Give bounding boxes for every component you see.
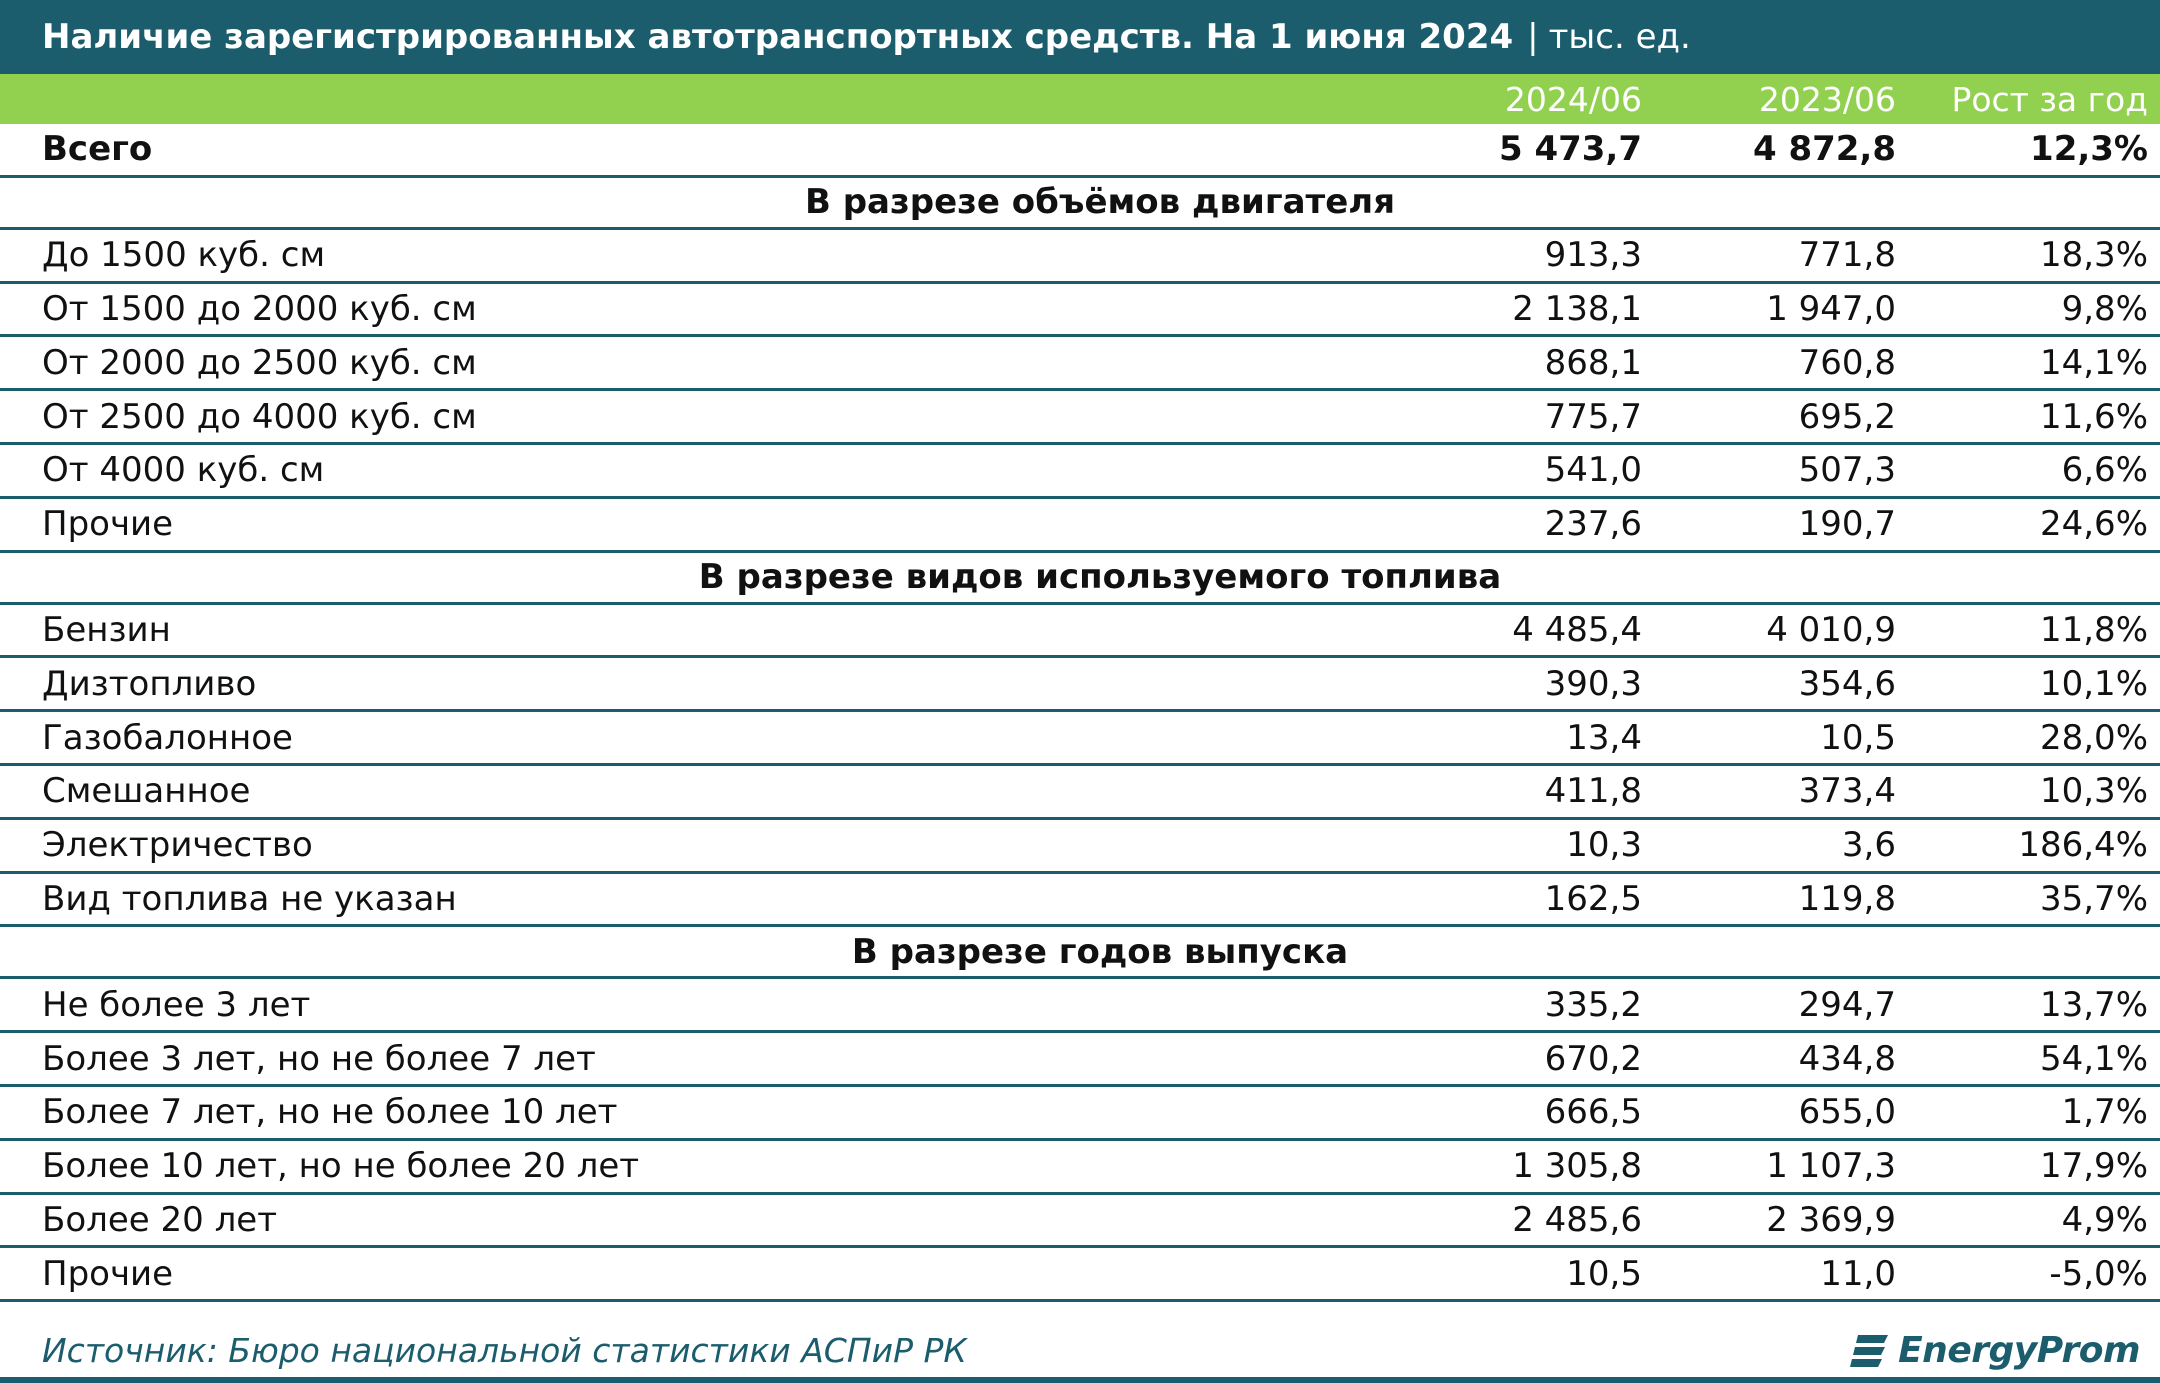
table-row [0,1248,2160,1302]
row-value-2024: 868,1 [1544,342,1642,383]
row-label: Всего [42,129,153,170]
row-growth: 10,3% [2039,771,2148,812]
table-row [0,230,2160,284]
row-value-2024: 335,2 [1544,984,1642,1025]
table-row [0,391,2160,445]
row-label: Прочие [42,1253,174,1294]
section-title: В разрезе объёмов двигателя [804,182,1396,223]
row-value-2024: 2 485,6 [1512,1199,1642,1240]
row-growth: -5,0% [2049,1253,2148,1294]
row-value-2024: 1 305,8 [1512,1146,1642,1187]
row-label: Более 10 лет, но не более 20 лет [42,1146,640,1187]
row-value-2023: 294,7 [1798,984,1896,1025]
row-growth: 4,9% [2061,1199,2148,1240]
column-header-growth: Рост за год [1951,79,2148,119]
row-value-2023: 190,7 [1798,504,1896,545]
title-unit: тыс. ед. [1548,17,1691,57]
row-value-2023: 695,2 [1798,396,1896,437]
row-label: Смешанное [42,771,251,812]
row-growth: 12,3% [2030,129,2148,170]
row-value-2023: 119,8 [1798,878,1896,919]
row-label: От 4000 куб. см [42,450,325,491]
row-value-2024: 237,6 [1544,504,1642,545]
table-row [0,445,2160,499]
title-separator: | [1527,17,1539,57]
row-value-2023: 10,5 [1820,717,1896,758]
table-row [0,658,2160,712]
table-row [0,979,2160,1033]
bottom-strip [0,1377,2160,1383]
row-value-2023: 507,3 [1798,450,1896,491]
table-row [0,1141,2160,1195]
section-header [0,553,2160,605]
section-header [0,927,2160,979]
table-title: Наличие зарегистрированных автотранспортных средств. На 1 июня 2024 [42,17,1514,57]
row-value-2024: 10,5 [1566,1253,1642,1294]
row-value-2023: 354,6 [1798,663,1896,704]
table-body [0,124,2160,1302]
row-value-2023: 4 010,9 [1766,609,1896,650]
row-value-2024: 666,5 [1544,1092,1642,1133]
row-growth: 10,1% [2039,663,2148,704]
row-value-2023: 1 947,0 [1766,288,1896,329]
table-row [0,820,2160,874]
row-growth: 9,8% [2061,288,2148,329]
row-label: Бензин [42,609,171,650]
column-header-2023: 2023/06 [1758,79,1896,119]
row-value-2024: 390,3 [1544,663,1642,704]
table-row [0,1195,2160,1249]
row-value-2023: 11,0 [1820,1253,1896,1294]
table-row [0,766,2160,820]
section-title: В разрезе годов выпуска [851,931,1349,972]
row-growth: 186,4% [2018,825,2148,866]
row-growth: 1,7% [2061,1092,2148,1133]
row-value-2024: 670,2 [1544,1038,1642,1079]
row-value-2024: 913,3 [1544,235,1642,276]
row-value-2023: 760,8 [1798,342,1896,383]
row-value-2024: 162,5 [1544,878,1642,919]
row-value-2024: 4 485,4 [1512,609,1642,650]
table-row [0,284,2160,338]
row-growth: 14,1% [2039,342,2148,383]
row-growth: 11,8% [2039,609,2148,650]
row-growth: 17,9% [2039,1146,2148,1187]
energyprom-logo-icon [1848,1329,1892,1373]
row-value-2023: 2 369,9 [1766,1199,1896,1240]
row-value-2023: 373,4 [1798,771,1896,812]
row-growth: 28,0% [2039,717,2148,758]
table-row [0,1033,2160,1087]
row-label: Более 20 лет [42,1199,278,1240]
row-label: От 2000 до 2500 куб. см [42,342,477,383]
row-label: Более 7 лет, но не более 10 лет [42,1092,618,1133]
row-value-2023: 4 872,8 [1752,129,1896,170]
row-growth: 6,6% [2061,450,2148,491]
table-row [0,605,2160,659]
row-value-2024: 10,3 [1566,825,1642,866]
row-value-2023: 1 107,3 [1766,1146,1896,1187]
footer [0,1318,2160,1383]
section-header [0,178,2160,230]
row-label: Вид топлива не указан [42,878,457,919]
row-label: Более 3 лет, но не более 7 лет [42,1038,596,1079]
row-growth: 18,3% [2039,235,2148,276]
row-label: Дизтопливо [42,663,257,704]
row-label: Не более 3 лет [42,984,311,1025]
table-row [0,712,2160,766]
section-title: В разрезе видов используемого топлива [698,557,1502,598]
table-row [0,499,2160,553]
row-label: Газобалонное [42,717,293,758]
row-growth: 24,6% [2039,504,2148,545]
row-value-2024: 541,0 [1544,450,1642,491]
column-header-row [0,74,2160,124]
table-row [0,337,2160,391]
row-value-2023: 771,8 [1798,235,1896,276]
row-growth: 54,1% [2039,1038,2148,1079]
row-value-2023: 3,6 [1841,825,1896,866]
table-row-total [0,124,2160,178]
logo-text: EnergyProm [1898,1330,2140,1371]
row-label: Прочие [42,504,174,545]
row-value-2024: 13,4 [1566,717,1642,758]
row-growth: 13,7% [2039,984,2148,1025]
row-value-2024: 775,7 [1544,396,1642,437]
row-value-2024: 5 473,7 [1498,129,1642,170]
row-growth: 11,6% [2039,396,2148,437]
row-growth: 35,7% [2039,878,2148,919]
source-note: Источник: Бюро национальной статистики АСПиР РК [42,1331,967,1370]
row-label: От 2500 до 4000 куб. см [42,396,477,437]
row-label: От 1500 до 2000 куб. см [42,288,477,329]
brand-logo [1848,1329,2140,1373]
row-value-2024: 2 138,1 [1512,288,1642,329]
column-header-2024: 2024/06 [1504,79,1642,119]
row-label: До 1500 куб. см [42,235,326,276]
row-value-2023: 655,0 [1798,1092,1896,1133]
row-label: Электричество [42,825,313,866]
table-row [0,1087,2160,1141]
row-value-2024: 411,8 [1544,771,1642,812]
table-row [0,874,2160,928]
title-bar [0,0,2160,74]
row-value-2023: 434,8 [1798,1038,1896,1079]
